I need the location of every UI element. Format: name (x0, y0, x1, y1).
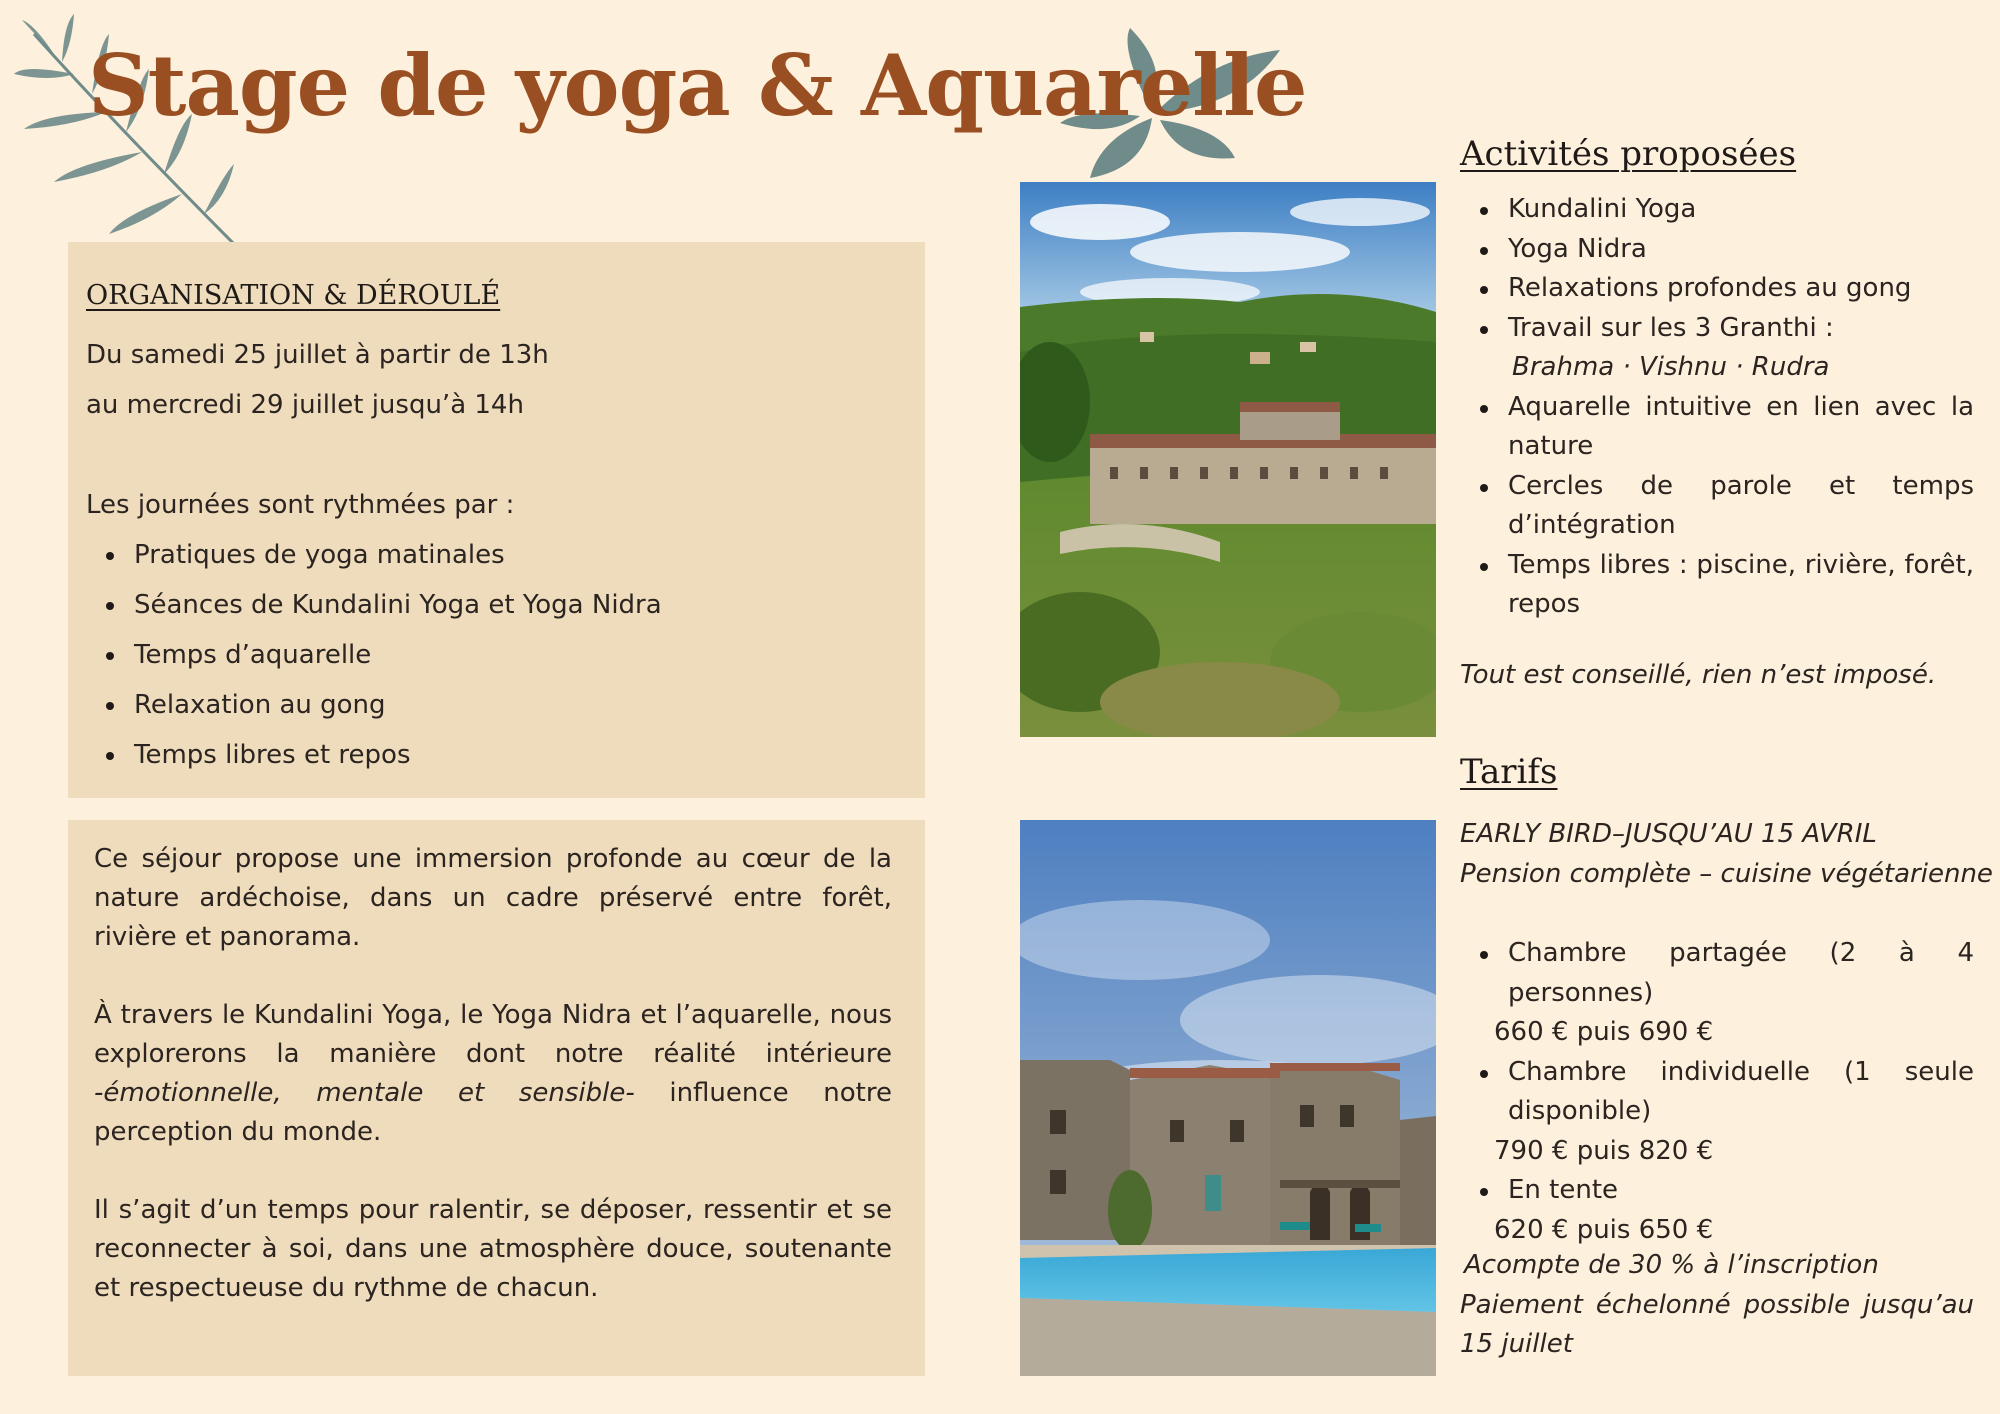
description-p2-emphasis: -émotionnelle, mentale et sensible- (94, 1078, 635, 1108)
list-item: Relaxations profondes au gong (1460, 269, 1974, 309)
motto-text: Tout est conseillé, rien n’est imposé. (1460, 660, 1937, 690)
room-label: Chambre partagée (2 à 4 personnes) (1508, 938, 1974, 1008)
list-item: Yoga Nidra (1460, 230, 1974, 270)
early-bird-label: EARLY BIRD–JUSQU’AU 15 AVRIL (1460, 819, 1877, 849)
activities-list (1460, 190, 1974, 625)
list-item (1460, 934, 1974, 1013)
schedule-list (86, 530, 662, 780)
list-item: Temps libres : piscine, rivière, forêt, repos (1460, 546, 1974, 625)
list-item: Temps libres et repos (86, 730, 662, 780)
description-p2-start: À travers le Kundalini Yoga, le Yoga Nidra et l’aquarelle, nous explorerons la manière dont notre réalité intérieure (94, 1000, 892, 1069)
page-title: Stage de yoga & Aquarelle (88, 36, 1307, 135)
granthi-names: Brahma · Vishnu · Rudra (1512, 352, 1830, 382)
list-item: Séances de Kundalini Yoga et Yoga Nidra (86, 580, 662, 630)
organisation-dates (86, 330, 549, 430)
early-bird-info (1460, 814, 1993, 894)
room-label: Chambre individuelle (1 seule disponible) (1508, 1056, 1974, 1126)
description-paragraph-2 (94, 996, 892, 1152)
date-start: Du samedi 25 juillet à partir de 13h (86, 340, 549, 370)
list-item (1460, 1171, 1974, 1211)
installment-text: Paiement échelonné possible jusqu’au 15 juillet (1460, 1289, 1974, 1359)
list-item (1460, 1053, 1974, 1132)
description-p2-end: influence notre perception du monde. (94, 1078, 892, 1147)
list-item: Relaxation au gong (86, 680, 662, 730)
list-item: Cercles de parole et temps d’intégration (1460, 467, 1974, 546)
date-end: au mercredi 29 juillet jusqu’à 14h (86, 390, 524, 420)
description-paragraph-1: Ce séjour propose une immersion profonde au cœur de la nature ardéchoise, dans un cadre préservé entre forêt, rivière et panorama. (94, 844, 892, 952)
price-list (1460, 934, 1974, 1250)
room-price: 620 € puis 650 € (1494, 1214, 1714, 1245)
room-label: En tente (1508, 1175, 1619, 1205)
pool-house-photo (1020, 820, 1436, 1376)
description-text (94, 840, 892, 1347)
organisation-heading: ORGANISATION & DÉROULÉ (86, 280, 501, 311)
list-item (1460, 309, 1974, 388)
list-item: Temps d’aquarelle (86, 630, 662, 680)
payment-info (1460, 1246, 1974, 1365)
landscape-photo (1020, 182, 1436, 737)
pension-label: Pension complète – cuisine végétarienne (1460, 859, 1993, 889)
schedule-intro: Les journées sont rythmées par : (86, 490, 515, 520)
room-price: 660 € puis 690 € (1494, 1017, 1714, 1047)
granthi-label: Travail sur les 3 Granthi : (1508, 312, 1834, 343)
list-item: Aquarelle intuitive en lien avec la nature (1460, 388, 1974, 467)
activities-heading: Activités proposées (1460, 134, 1797, 174)
tarifs-heading: Tarifs (1460, 752, 1558, 792)
list-item: Kundalini Yoga (1460, 190, 1974, 230)
deposit-text: Acompte de 30 % à l’inscription (1464, 1250, 1879, 1280)
description-paragraph-3: Il s’agit d’un temps pour ralentir, se déposer, ressentir et se reconnecter à soi, dans une atmosphère douce, soutenante et respectueuse du rythme de chacun. (94, 1195, 892, 1303)
list-item: Pratiques de yoga matinales (86, 530, 662, 580)
room-price: 790 € puis 820 € (1494, 1135, 1714, 1166)
